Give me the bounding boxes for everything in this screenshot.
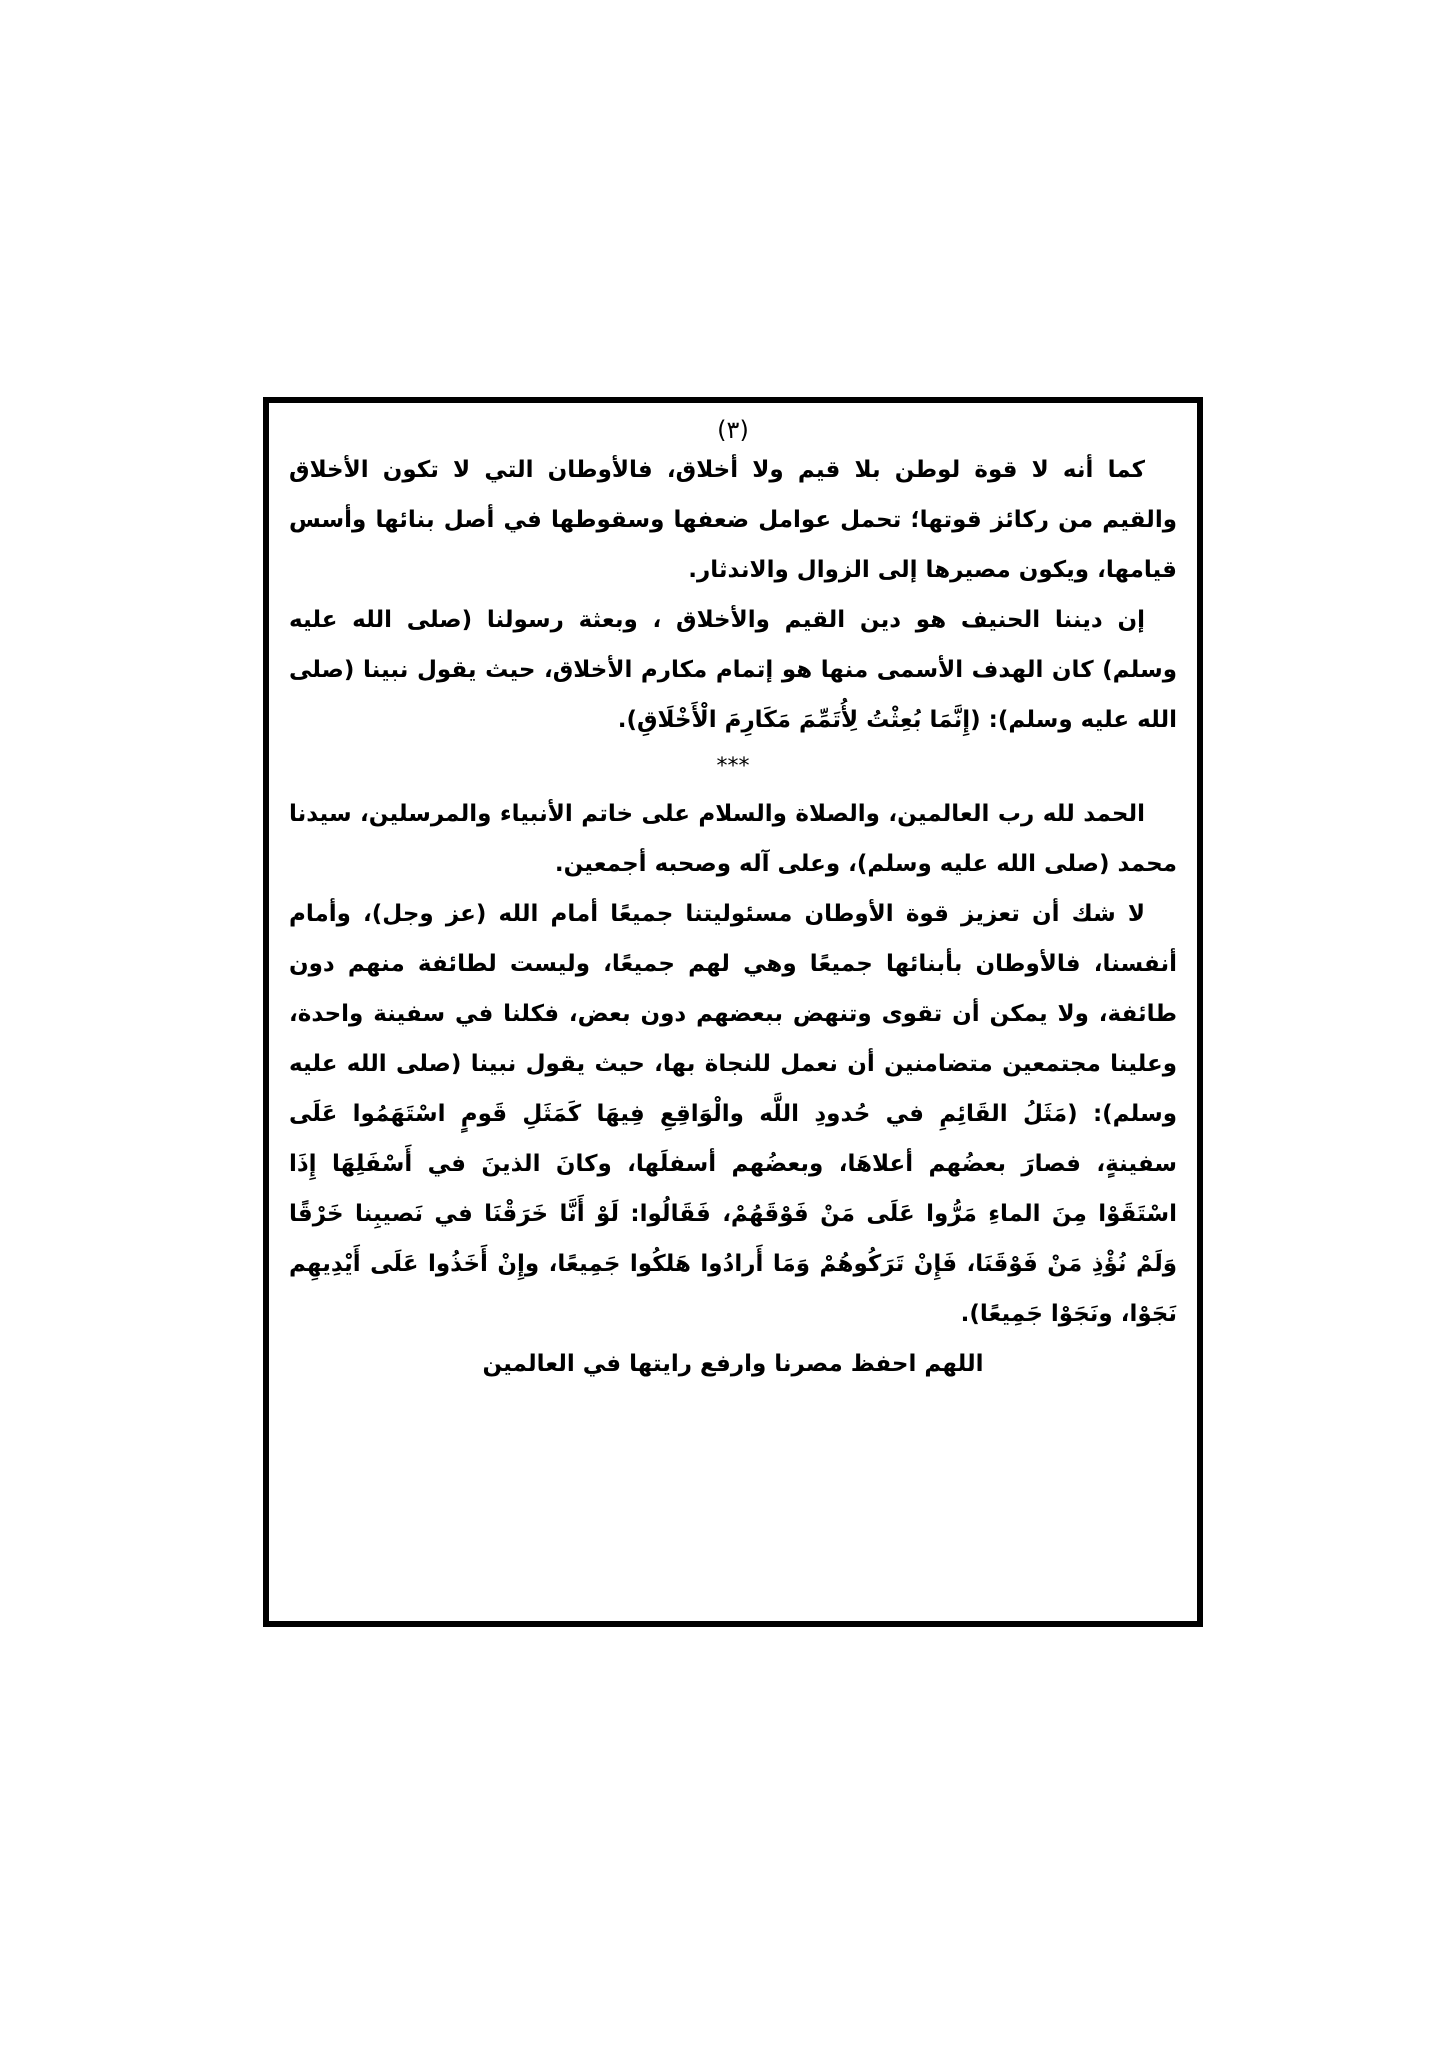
page-number: (٣) — [717, 416, 749, 444]
paragraph-praise: الحمد لله رب العالمين، والصلاة والسلام على خاتم الأنبياء والمرسلين، سيدنا محمد (صلى الله عليه وسلم)، وعلى آله وصحبه أجمعين. — [289, 801, 1177, 877]
closing-prayer: اللهم احفظ مصرنا وارفع رايتها في العالمين — [482, 1351, 984, 1377]
section-separator: *** — [716, 754, 750, 779]
paragraph-ship-hadith: لا شك أن تعزيز قوة الأوطان مسئوليتنا جميعًا أمام الله (عز وجل)، وأمام أنفسنا، فالأوطان بأبنائها جميعًا وهي لهم جميعًا، وليست لطائفة منهم دون طائفة، ولا يمكن أن تقوى وتنهض ببعضهم دون بعض، فكلنا في سفينة واحدة، وعلينا مجتمعين متضامنين أن نعمل للنجاة بها، حيث يقول نبينا (صلى الله عليه وسلم): (مَثَلُ القَائِمِ في حُدودِ اللَّه والْوَاقِعِ فِيهَا كَمَثَلِ قَومٍ اسْتَهَمُوا عَلَى سفينةٍ، فصارَ بعضُهم أعلاهَا، وبعضُهم أسفلَها، وكانَ الذينَ في أَسْفَلِهَا إِذَا اسْتَقَوْا مِنَ الماءِ مَرُّوا عَلَى مَنْ فَوْقَهُمْ، فَقَالُوا: لَوْ أَنَّا خَرَقْنَا في نَصيبِنا خَرْقًا وَلَمْ نُؤْذِ مَنْ فَوْقَنَا، فَإِنْ تَرَكُوهُمْ وَمَا أَرادُوا هَلكُوا جَمِيعًا، وإِنْ أَخَذُوا عَلَى أَيْدِيهِم نَجَوْا، ونَجَوْا جَمِيعًا). — [289, 901, 1177, 1327]
page-border-frame — [263, 397, 1203, 1627]
paragraph-nations-values: كما أنه لا قوة لوطن بلا قيم ولا أخلاق، فالأوطان التي لا تكون الأخلاق والقيم من ركائز قوتها؛ تحمل عوامل ضعفها وسقوطها في أصل بنائها وأسس قيامها، ويكون مصيرها إلى الزوال والاندثار. — [289, 457, 1177, 583]
document-body — [269, 403, 1197, 1389]
paragraph-religion-ethics: إن ديننا الحنيف هو دين القيم والأخلاق ، وبعثة رسولنا (صلى الله عليه وسلم) كان الهدف الأسمى منها هو إتمام مكارم الأخلاق، حيث يقول نبينا (صلى الله عليه وسلم): (إِنَّمَا بُعِثْتُ لِأُتَمِّمَ مَكَارِمَ الْأَخْلَاقِ). — [289, 607, 1177, 733]
